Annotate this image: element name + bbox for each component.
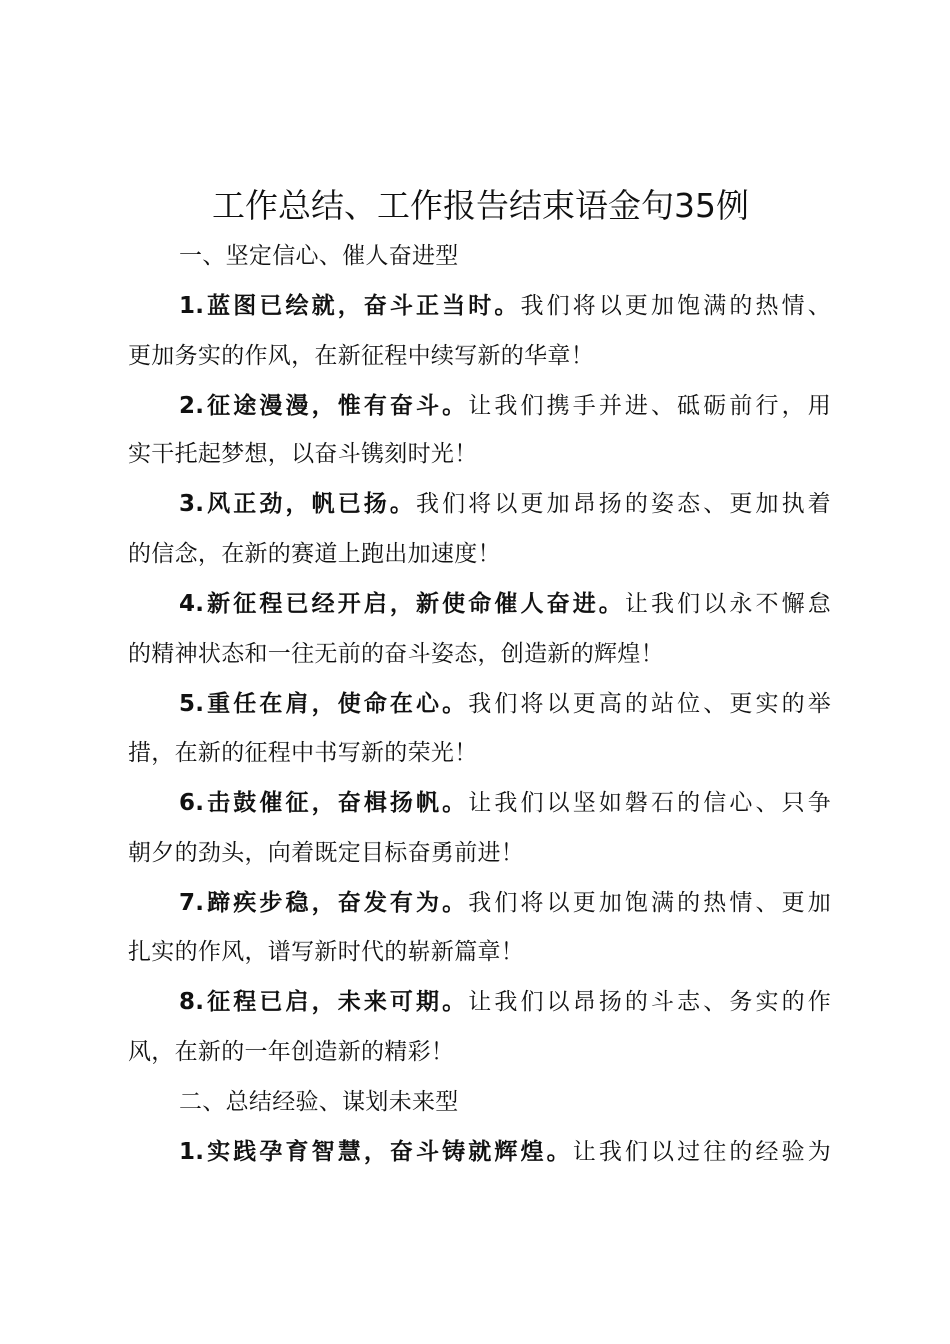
paragraph-8-text: 让我们以昂扬的斗志、务实的作 <box>468 989 832 1015</box>
section-heading-1: 一、坚定信心、催人奋进型 <box>179 243 459 269</box>
paragraph-5-text: 我们将以更高的站位、更实的举 <box>468 691 832 717</box>
paragraph-7-line-1 <box>179 883 831 923</box>
paragraph-1-line-2: 更加务实的作风，在新征程中续写新的华章！ <box>128 343 594 369</box>
paragraph-8-line-1 <box>179 982 831 1022</box>
paragraph-7-lead: 7.蹄疾步稳，奋发有为。 <box>179 890 469 916</box>
paragraph-1-text: 我们将以更加饱满的热情、 <box>520 293 831 319</box>
paragraph-7-text: 我们将以更加饱满的热情、更加 <box>468 890 832 916</box>
paragraph-2-text: 让我们携手并进、砥砺前行，用 <box>468 393 832 419</box>
paragraph-7-line-2: 扎实的作风，谱写新时代的崭新篇章！ <box>128 939 525 965</box>
paragraph-2-lead: 2.征途漫漫，惟有奋斗。 <box>179 393 469 419</box>
paragraph-1-lead: 1.蓝图已绘就，奋斗正当时。 <box>179 293 521 319</box>
paragraph-6-line-1 <box>179 783 831 823</box>
section-2-paragraph-1-text: 让我们以过往的经验为 <box>572 1139 831 1165</box>
paragraph-2-line-2: 实干托起梦想，以奋斗镌刻时光！ <box>128 441 478 467</box>
paragraph-5-line-2: 措，在新的征程中书写新的荣光！ <box>128 740 478 766</box>
paragraph-3-line-1 <box>179 484 831 524</box>
section-2-paragraph-1-lead: 1.实践孕育智慧，奋斗铸就辉煌。 <box>179 1139 573 1165</box>
paragraph-5-line-1 <box>179 684 831 724</box>
paragraph-8-line-2: 风，在新的一年创造新的精彩！ <box>128 1039 455 1065</box>
paragraph-4-lead: 4.新征程已经开启，新使命催人奋进。 <box>179 591 625 617</box>
paragraph-1-line-1 <box>179 286 831 326</box>
paragraph-3-line-2: 的信念，在新的赛道上跑出加速度！ <box>128 541 501 567</box>
paragraph-8-lead: 8.征程已启，未来可期。 <box>179 989 469 1015</box>
paragraph-6-text: 让我们以坚如磐石的信心、只争 <box>468 790 832 816</box>
paragraph-4-text: 让我们以永不懈怠 <box>624 591 831 617</box>
paragraph-3-lead: 3.风正劲，帆已扬。 <box>179 491 417 517</box>
paragraph-4-line-1 <box>179 584 831 624</box>
paragraph-6-line-2: 朝夕的劲头，向着既定目标奋勇前进！ <box>128 840 525 866</box>
paragraph-5-lead: 5.重任在肩，使命在心。 <box>179 691 469 717</box>
paragraph-4-line-2: 的精神状态和一往无前的奋斗姿态，创造新的辉煌！ <box>128 641 664 667</box>
paragraph-6-lead: 6.击鼓催征，奋楫扬帆。 <box>179 790 469 816</box>
section-2-paragraph-1-line-1 <box>179 1132 831 1172</box>
paragraph-2-line-1 <box>179 386 831 426</box>
document-title: 工作总结、工作报告结束语金句35例 <box>212 186 749 225</box>
section-heading-2: 二、总结经验、谋划未来型 <box>179 1089 459 1115</box>
paragraph-3-text: 我们将以更加昂扬的姿态、更加执着 <box>416 491 831 517</box>
